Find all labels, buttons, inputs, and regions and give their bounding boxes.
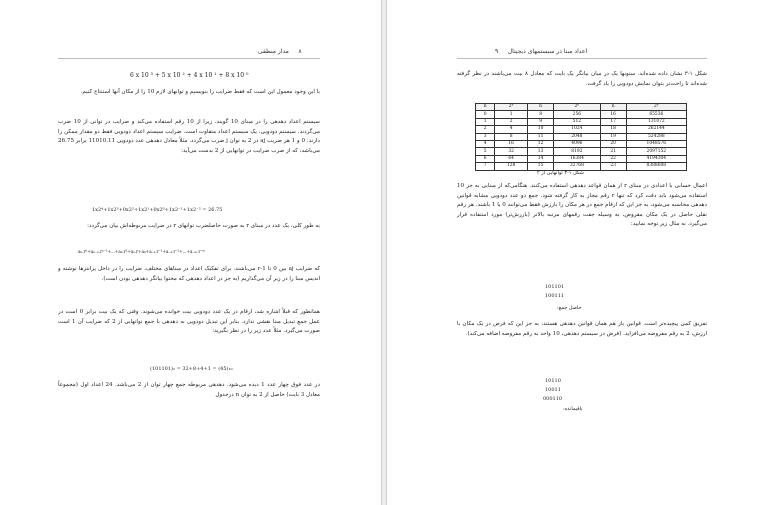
left-page-header-title: مدار منطقی [258, 48, 289, 55]
formula-general: aₙ.rⁿ+aₙ₋₁.rⁿ⁻¹+...+a₂.r²+a₁.r+a₀+a₋₁.r⁻¹+a₋₂.r⁻²+...+a₋ₘ.r⁻ᵐ [78, 250, 206, 255]
table-cell: 15 [528, 163, 554, 170]
table-header-cell: n [600, 104, 626, 111]
table-header-cell: 2ⁿ [495, 104, 528, 111]
table-cell: 32 [495, 148, 528, 155]
right-page [386, 0, 768, 505]
table-header-cell: 2ⁿ [554, 104, 601, 111]
table-cell: 9 [528, 118, 554, 125]
right-page-header [495, 48, 587, 55]
table-cell: 524288 [626, 133, 686, 140]
table-row [476, 111, 687, 118]
left-para-6: در عدد فوق چهار عدد 1 دیده می‌شود. دهدهی مربوطه جمع چهار توان از 2 می‌باشد. 24 اعداد اول (مجموعاً معادل 3 بایت) حاصل از 2 به توان n درجدول [58, 382, 320, 398]
table-row [476, 155, 687, 162]
subtraction-result: 000110 [543, 396, 563, 402]
table-cell: 13 [528, 148, 554, 155]
table-cell: 18 [600, 126, 626, 133]
table-cell: 8 [528, 111, 554, 118]
table-cell: 16 [600, 111, 626, 118]
formula-mid: 1x2⁴+1x2³+0x2²+1x2¹+0x2⁰+1x2⁻¹+1x2⁻² = 26.75 [92, 207, 223, 213]
addition-sum-label: حاصل جمع: [557, 305, 582, 311]
right-intro: شکل ۱-۳ نشان داده شده‌اند. ستونها یک در میان بیانگر یک بایت که معادل ۸ بیت می‌باشند در نظر گرفته شده‌اند تا راحت‌تر بتوان نمایش دودویی را یاد گرفت. [457, 71, 707, 87]
left-page [0, 0, 382, 505]
left-page-number: ٨ [298, 48, 302, 55]
table-cell: 1048576 [626, 140, 686, 147]
table-cell: 22 [600, 155, 626, 162]
addition-operand-b: 100111 [545, 293, 565, 299]
left-para-5: همانطور که قبلاً اشاره شد، ارقام در یک عدد دودویی بیت خوانده می‌شوند. وقتی که یک بیت برابر 0 است در عمل جمع تبدیل مبنا نقشی ندارد. بنابر این تبدیل دودویی به دهدهی با جمع توانهایی از 2 که ضرایب آن 1 است صورت می‌گیرد. مثلاً عدد زیر را در نظر بگیرید: [58, 309, 320, 334]
table-cell: 7 [476, 163, 495, 170]
table-cell: 16 [495, 140, 528, 147]
table-cell: 19 [600, 133, 626, 140]
formula-top: 6 x 10 ³ + 5 x 10 ² + 4 x 10 ¹ + 8 x 10 ⁰ [130, 72, 249, 79]
table-cell: 65536 [626, 111, 686, 118]
table-header-cell: 2ⁿ [626, 104, 686, 111]
table-cell: 17 [600, 118, 626, 125]
table-cell: 8388608 [626, 163, 686, 170]
table-cell: 2 [476, 126, 495, 133]
table-cell: 8192 [554, 148, 601, 155]
table-cell: 4194304 [626, 155, 686, 162]
table-row [476, 148, 687, 155]
table-row [476, 118, 687, 125]
right-page-header-title: اعداد مبنا در سیستمهای دیجیتال [507, 48, 588, 55]
table-cell: 64 [495, 155, 528, 162]
table-header-cell: n [528, 104, 554, 111]
table-cell: 14 [528, 155, 554, 162]
table-cell: 4 [476, 140, 495, 147]
table-cell: 128 [495, 163, 528, 170]
table-header-row [476, 104, 687, 111]
table-cell: 3 [476, 133, 495, 140]
table-cell: 5 [476, 148, 495, 155]
table-row [476, 133, 687, 140]
table-cell: 23 [600, 163, 626, 170]
table-cell: 20 [600, 140, 626, 147]
powers-of-two-table [475, 103, 687, 171]
table-cell: 1 [495, 111, 528, 118]
subtraction-operand-b: 10011 [545, 387, 561, 393]
right-header-rule [457, 58, 707, 59]
left-header-rule [58, 58, 320, 59]
table-cell: 4 [495, 126, 528, 133]
table-cell: 32768 [554, 163, 601, 170]
table-cell: 21 [600, 148, 626, 155]
subtraction-operand-a: 10110 [545, 378, 561, 384]
formula-binary: (101101)₂ = 32+8+4+1 = (45)₁₀ [150, 366, 233, 372]
right-para-1: اعمال حسابی با اعدادی در مبنای r از همان قواعد دهدهی استفاده می‌کنند. هنگامی‌که از مبنایی به جز 10 استفاده می‌شود باید دقت کرد که تنها r رقم مجاز به کار گرفته شود. جمع دو عدد دودویی مشابه قوانین دهدهی محاسبه می‌شود، به جز این که ارقام جمع در هر مکان را بارزش فقط می‌توانند 0 یا 1 باشند. هر رقم نقلی حاصل در یک مکان مفروض، به وسیله جفت رقمهای مرتبه بالاتر (بارزش‌تر) مورد استفاده قرار می‌گیرد. به مثال زیر توجه نمایید: [457, 183, 707, 227]
table-row [476, 163, 687, 170]
addition-operand-a: 101101 [545, 284, 565, 290]
table-cell: 2048 [554, 133, 601, 140]
table-cell: 6 [476, 155, 495, 162]
table-header-cell: n [476, 104, 495, 111]
table-cell: 256 [554, 111, 601, 118]
table-cell: 2 [495, 118, 528, 125]
right-page-number: ٩ [495, 48, 499, 55]
left-para-2: سیستم اعداد دهدهی را در مبنای 10 گویند. زیرا از 10 رقم استفاده می‌کند و ضرایب در توانی از 10 ضرب می‌گردند. سیستم دودویی، یک سیستم اعداد متفاوت است. ضرایب سیستم اعداد دودویی فقط دو مقدار ممکن را دارند: 0 و 1 هر ضریب aj در 2 به توان j ضرب می‌گردد. مثلاً معادل دهدهی عدد دودویی 11010.11 برابر 26.75 می‌باشد، که از ضرب ضرایب در توانهایی از 2 بدست می‌آید: [58, 119, 320, 154]
left-page-header [258, 48, 302, 55]
left-para-4: که ضرایب aj بین 0 تا r-1 می‌باشند. برای تفکیک اعداد در مبناهای مختلف، ضرایب را در داخل پرانتزها نوشته و اندیس مبنا را در زیر آن می‌گذاریم (به جز در اعداد دهدهی که محتوا بیانگر دهدهی بودن است). [58, 266, 320, 282]
table-body [476, 111, 687, 170]
table-cell: 4096 [554, 140, 601, 147]
left-para-3: به طور کلی، یک عدد در مبنای r به صورت حاصلضرب توانهای r در ضرایب مربوطه‌اش بیان می‌گردد: [87, 223, 320, 229]
table-cell: 8 [495, 133, 528, 140]
table-cell: 16384 [554, 155, 601, 162]
right-para-2: تفریق کمی پیچیده‌تر است. قوانین باز هم همان قوانین دهدهی هستند، به جز این که فرض در یک مکان با ارزش، 2 به رقم مفروضه می‌افزاید. (فرض در سیستم دهدهی، 10 واحد به رقم مفروضه اضافه می‌کند). [457, 321, 707, 337]
left-para-1: با این وجود معمول این است که فقط ضرایب را بنویسیم و توانهای لازم 10 را از مکان آنها استنتاج کنیم. [80, 89, 320, 95]
table-cell: 262144 [626, 126, 686, 133]
table-cell: 10 [528, 126, 554, 133]
table-caption: شکل ۱-۳ توانهایی از ۲ [537, 170, 584, 176]
table-row [476, 126, 687, 133]
table-cell: 2097152 [626, 148, 686, 155]
table-cell: 512 [554, 118, 601, 125]
table-cell: 0 [476, 111, 495, 118]
table-cell: 11 [528, 133, 554, 140]
table-row [476, 140, 687, 147]
table-cell: 12 [528, 140, 554, 147]
subtraction-remainder-label: باقیمانده: [563, 406, 583, 412]
table-cell: 1024 [554, 126, 601, 133]
table-cell: 1 [476, 118, 495, 125]
table-cell: 131072 [626, 118, 686, 125]
